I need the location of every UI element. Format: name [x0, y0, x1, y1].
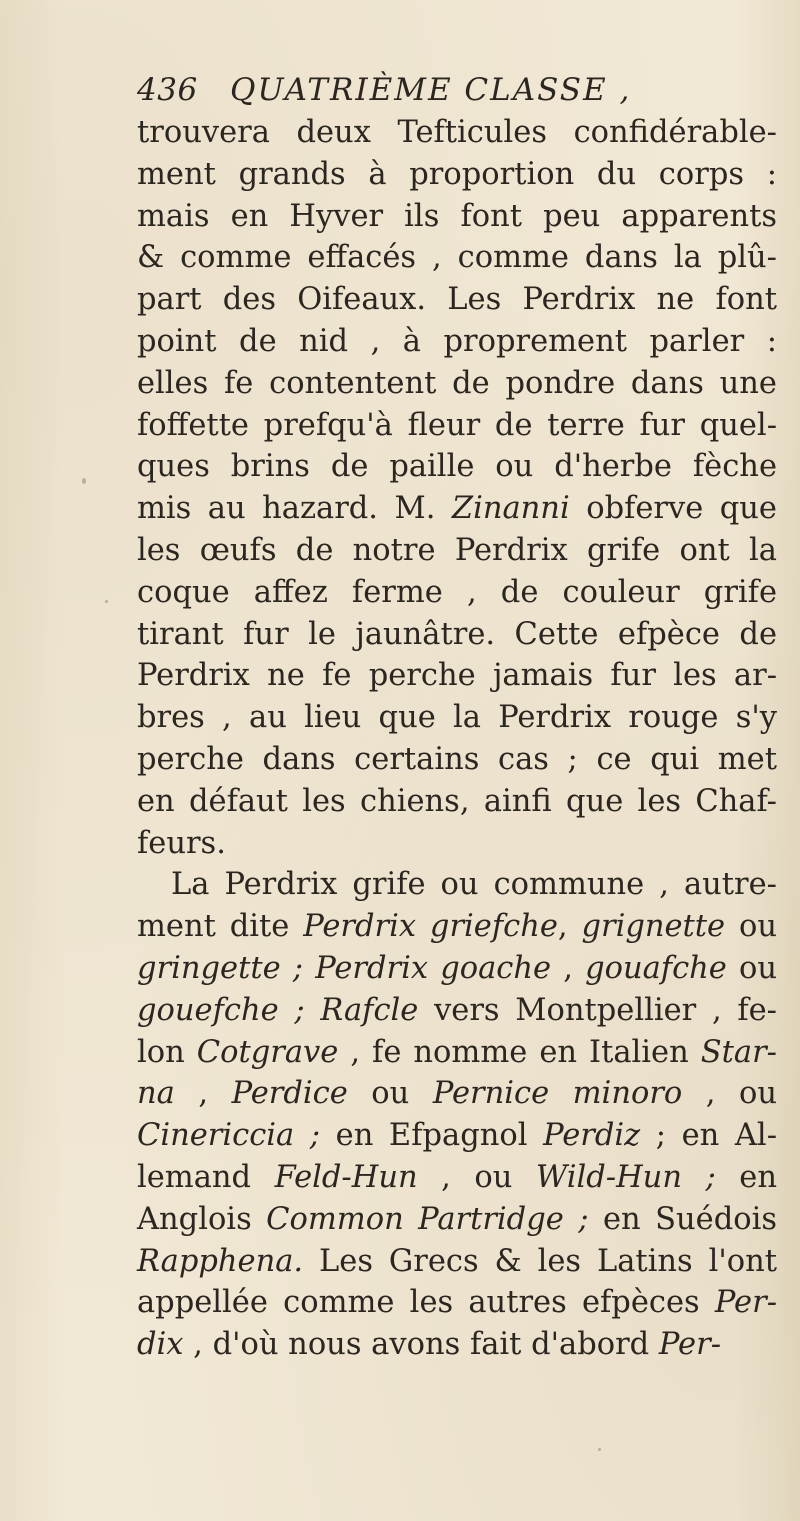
- text-segment: tirant fur le jaunâtre. Cette efpèce de: [137, 616, 777, 652]
- text-segment: ,: [551, 950, 586, 986]
- text-line: [137, 1241, 777, 1283]
- text-segment: Les Grecs & les Latins l'ont: [303, 1243, 777, 1279]
- text-segment: perche dans certains cas ; ce qui met: [137, 741, 777, 777]
- text-segment: , ou: [682, 1076, 777, 1112]
- text-segment: en Efpagnol: [320, 1118, 544, 1154]
- italic-text: gouafche: [585, 950, 727, 986]
- text-segment: ; en Al-: [640, 1118, 777, 1154]
- text-line: [137, 1199, 777, 1241]
- text-segment: ou: [725, 909, 777, 945]
- italic-text: Common Partridge ;: [266, 1201, 589, 1237]
- text-line: [137, 781, 777, 823]
- text-segment: mis au hazard. M.: [137, 491, 452, 527]
- text-line: [137, 906, 777, 948]
- text-segment: lon: [137, 1034, 197, 1070]
- text-segment: part des Oifeaux. Les Perdrix ne font: [137, 282, 777, 318]
- italic-text: Star-: [700, 1034, 777, 1070]
- italic-text: dix: [137, 1327, 184, 1363]
- text-line: [137, 823, 777, 865]
- text-line: [137, 196, 777, 238]
- text-line: [137, 237, 777, 279]
- text-line: [137, 655, 777, 697]
- body-text: [137, 112, 777, 1366]
- text-segment: foffette prefqu'à fleur de terre fur quel-: [137, 407, 777, 443]
- italic-text: Wild-Hun ;: [535, 1159, 716, 1195]
- text-line: [137, 990, 777, 1032]
- text-line: [137, 154, 777, 196]
- italic-text: Zinanni: [451, 491, 570, 527]
- text-line: [137, 739, 777, 781]
- text-segment: obferve que: [569, 491, 777, 527]
- text-segment: ment dite: [137, 909, 304, 945]
- italic-text: Perdrix griefche: [303, 909, 558, 945]
- text-segment: , ou: [417, 1159, 536, 1195]
- text-line: [137, 1324, 777, 1366]
- text-line: [137, 363, 777, 405]
- text-segment: appellée comme les autres efpèces: [137, 1285, 715, 1321]
- text-segment: ,: [174, 1076, 232, 1112]
- text-segment: , d'où nous avons fait d'abord: [183, 1327, 659, 1363]
- text-segment: Perdrix ne fe perche jamais fur les ar-: [137, 658, 777, 694]
- italic-text: grignette: [581, 909, 726, 945]
- text-segment: ou: [347, 1076, 433, 1112]
- text-segment: coque affez ferme , de couleur grife: [137, 574, 777, 610]
- text-line: [137, 572, 777, 614]
- text-line: [137, 321, 777, 363]
- text-segment: ment grands à proportion du corps :: [137, 156, 777, 192]
- paper-speck: [598, 1448, 601, 1451]
- text-line: [137, 614, 777, 656]
- italic-text: Perdiz: [543, 1118, 641, 1154]
- text-segment: bres , au lieu que la Perdrix rouge s'y: [137, 700, 777, 736]
- text-segment: en: [715, 1159, 777, 1195]
- text-segment: trouvera deux Tefticules confidérable-: [137, 115, 777, 150]
- text-line: [137, 446, 777, 488]
- text-segment: ,: [557, 909, 582, 945]
- running-header: [137, 68, 757, 112]
- text-line: [137, 405, 777, 447]
- text-segment: point de nid , à proprement parler :: [137, 323, 777, 359]
- text-line: [137, 697, 777, 739]
- text-segment: Anglois: [137, 1201, 267, 1237]
- text-segment: vers Montpellier , fe-: [418, 992, 777, 1028]
- text-line: [137, 530, 777, 572]
- text-segment: La Perdrix grife ou commune , autre-: [171, 867, 777, 903]
- italic-text: Perdice: [231, 1076, 348, 1112]
- paper-speck: [82, 478, 86, 484]
- text-line: [137, 1115, 777, 1157]
- text-segment: elles fe contentent de pondre dans une: [137, 365, 777, 401]
- italic-text: Rapphena.: [137, 1243, 304, 1279]
- text-segment: en Suédois: [588, 1201, 777, 1237]
- italic-text: Cinericcia ;: [137, 1118, 321, 1154]
- italic-text: Per-: [658, 1327, 721, 1363]
- page-number: 436: [137, 72, 198, 108]
- italic-text: na: [137, 1076, 175, 1112]
- chapter-title: QUATRIÈME CLASSE ,: [230, 72, 632, 108]
- paper-speck: [105, 600, 108, 603]
- text-segment: & comme effacés , comme dans la plû-: [137, 240, 777, 276]
- text-segment: les œufs de notre Perdrix grife ont la: [137, 532, 777, 568]
- text-segment: ques brins de paille ou d'herbe fèche: [137, 449, 777, 485]
- text-segment: lemand: [137, 1159, 275, 1195]
- text-line: [137, 1073, 777, 1115]
- italic-text: Per-: [714, 1285, 777, 1321]
- italic-text: Pernice minoro: [432, 1076, 683, 1112]
- text-line: [137, 112, 777, 154]
- text-segment: , fe nomme en Italien: [338, 1034, 701, 1070]
- italic-text: Feld-Hun: [274, 1159, 418, 1195]
- text-line: [137, 1032, 777, 1074]
- text-line: [137, 1157, 777, 1199]
- text-line: [137, 488, 777, 530]
- italic-text: gringette ; Perdrix goache: [137, 950, 552, 986]
- text-segment: ou: [726, 950, 778, 986]
- text-line: [137, 279, 777, 321]
- text-line: [137, 864, 777, 906]
- text-line: [137, 948, 777, 990]
- italic-text: Cotgrave: [196, 1034, 339, 1070]
- text-segment: en défaut les chiens, ainfi que les Chaf-: [137, 783, 777, 819]
- text-line: [137, 1282, 777, 1324]
- italic-text: gouefche ; Rafcle: [137, 992, 419, 1028]
- text-segment: feurs.: [137, 825, 226, 861]
- text-segment: mais en Hyver ils font peu apparents: [137, 198, 777, 234]
